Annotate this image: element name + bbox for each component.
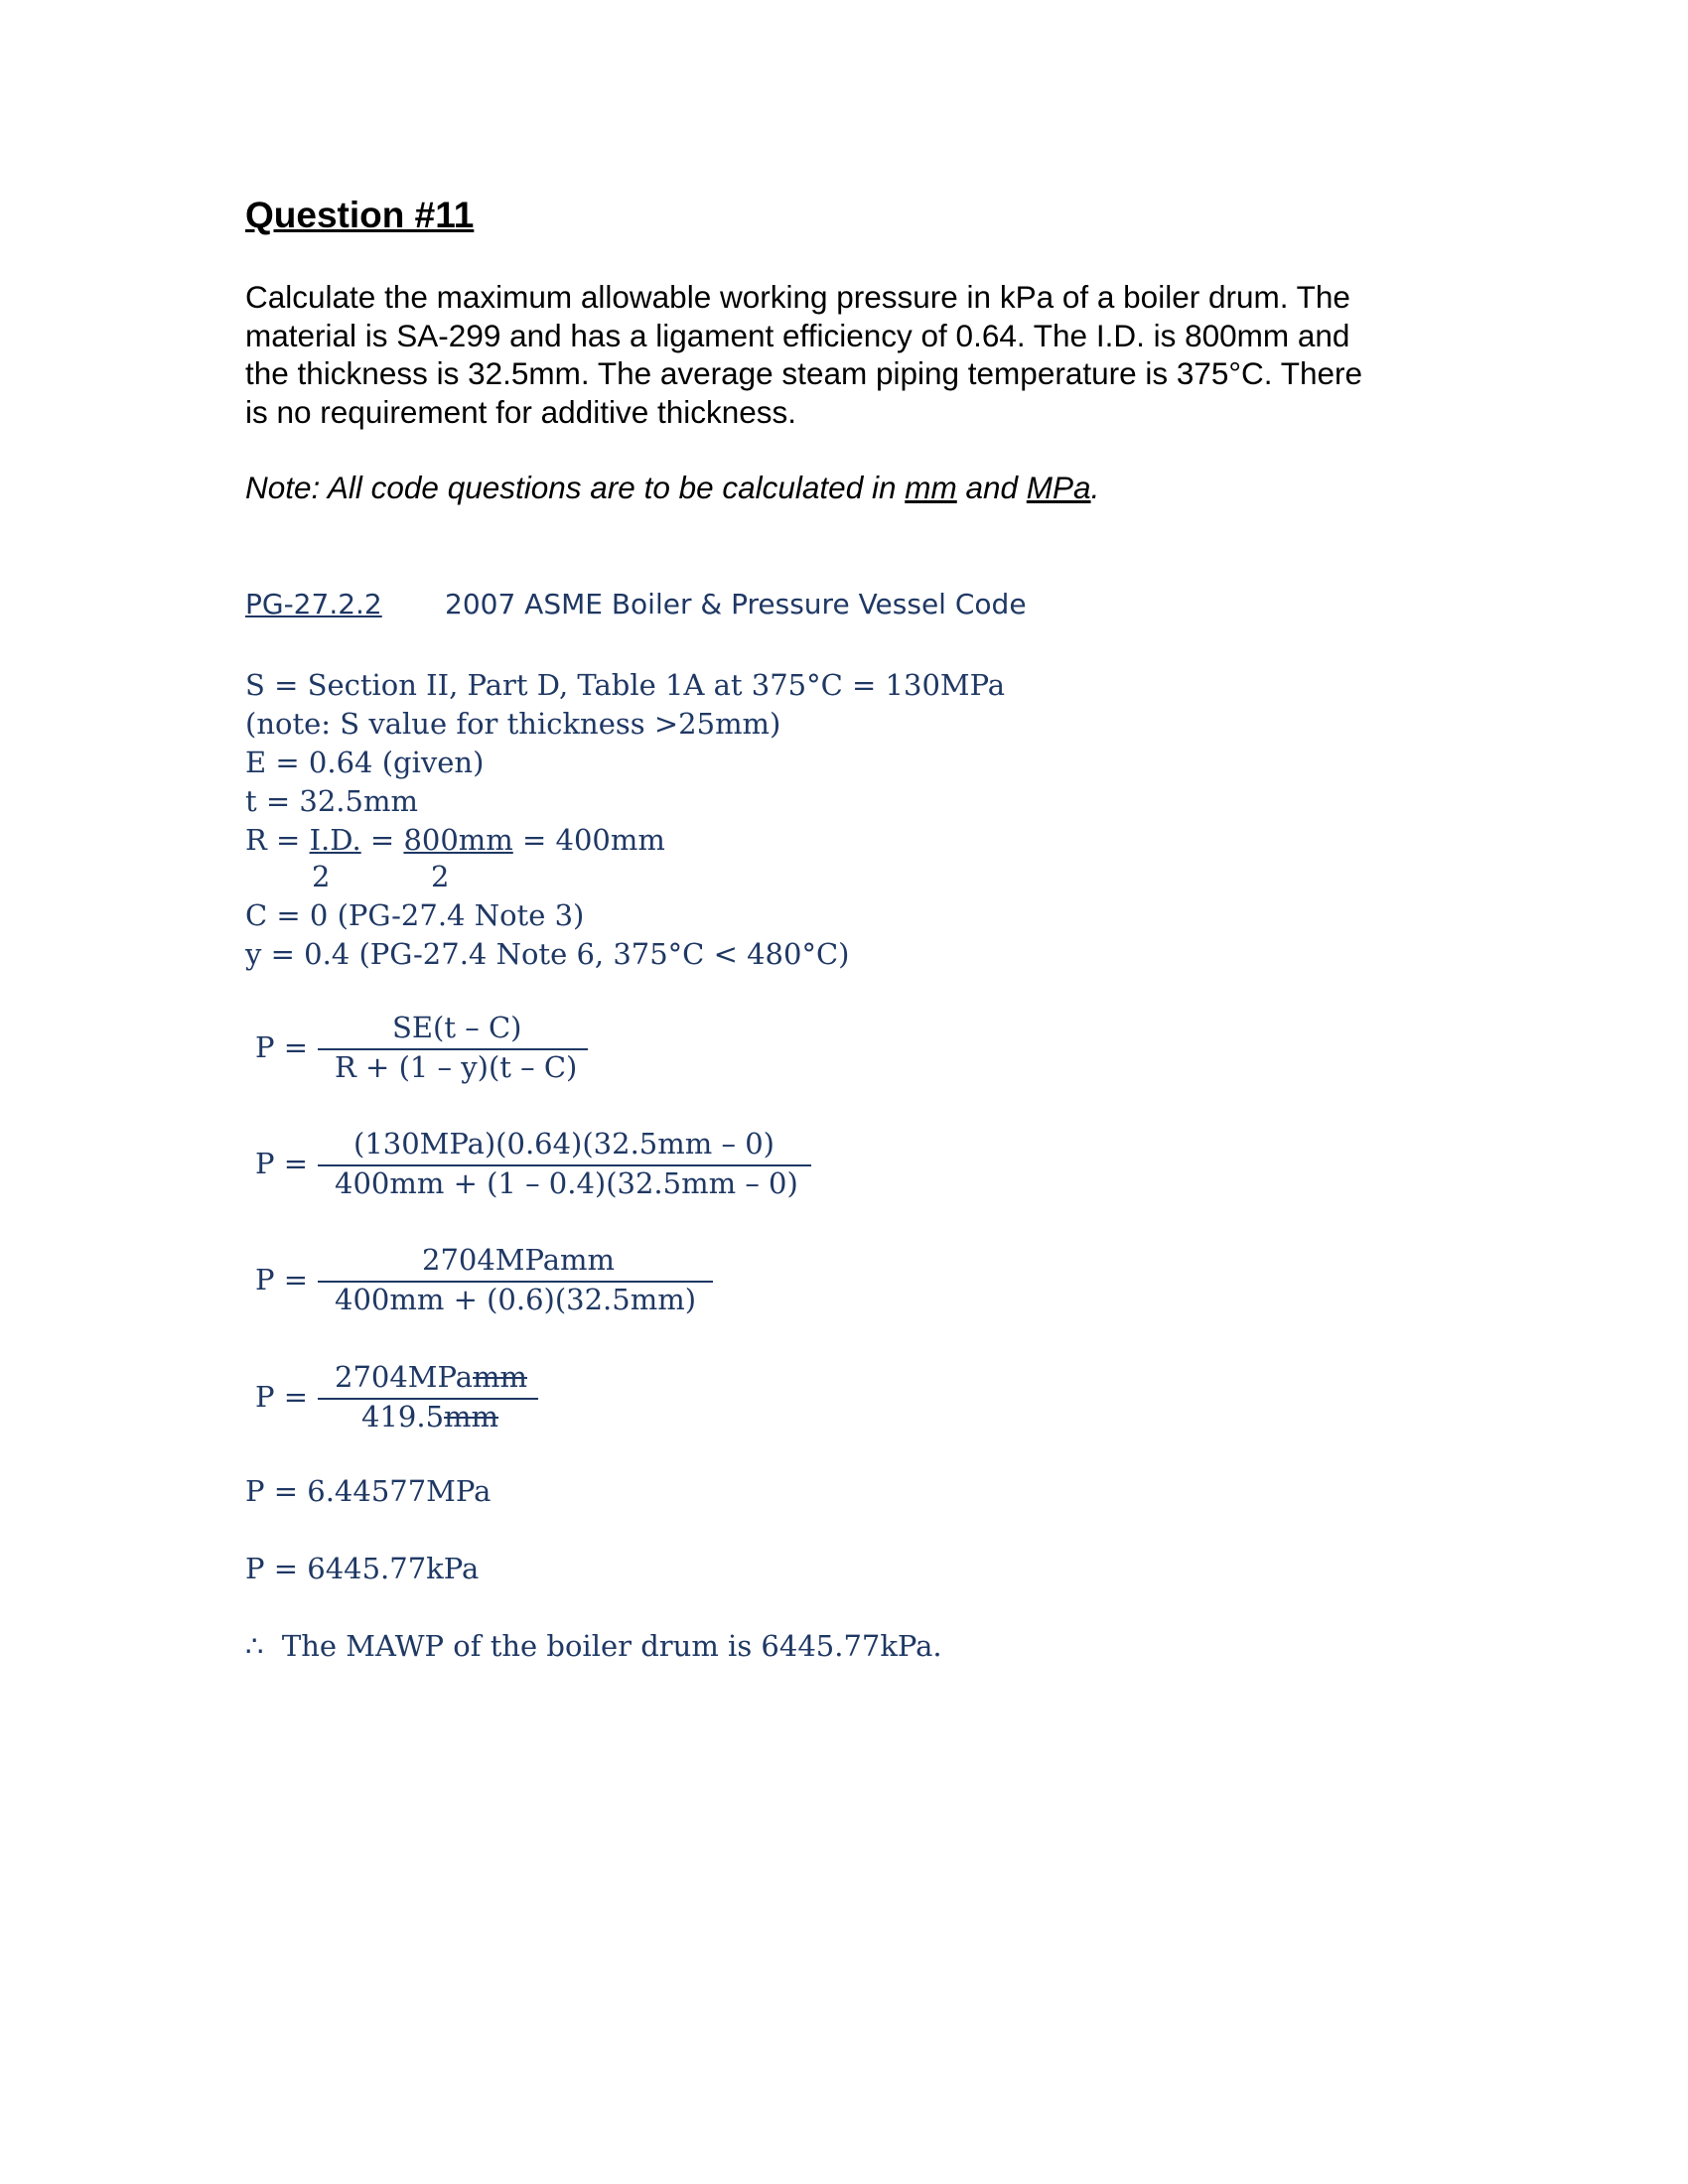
cancelled-unit: mm [473, 1360, 527, 1394]
givens-block-2 [245, 896, 849, 974]
givens-block [245, 666, 1005, 860]
eq1-numerator: SE(t – C) [392, 1011, 522, 1044]
unit-mpa: MPa [1026, 470, 1091, 505]
r-value-line: R = I.D. = 800mm = 400mm [245, 823, 665, 857]
eq1-denominator: R + (1 – y)(t – C) [335, 1050, 578, 1084]
therefore-symbol: ∴ [245, 1629, 264, 1663]
question-title: Question #11 [245, 195, 475, 235]
cancelled-unit: mm [444, 1400, 499, 1433]
result-mpa: P = 6.44577MPa [245, 1474, 492, 1508]
units-note: Note: All code questions are to be calculated in mm and MPa. [245, 470, 1100, 505]
unit-mm: mm [905, 470, 957, 505]
r-denominator-1: 2 [312, 860, 331, 893]
eq2-numerator: (130MPa)(0.64)(32.5mm – 0) [353, 1127, 774, 1160]
p-label: P = [255, 1030, 309, 1064]
eq2-denominator: 400mm + (1 – 0.4)(32.5mm – 0) [335, 1166, 798, 1200]
s-value-note: (note: S value for thickness >25mm) [245, 707, 781, 741]
conclusion-line: ∴ The MAWP of the boiler drum is 6445.77kPa. [245, 1629, 942, 1663]
question-line: material is SA-299 and has a ligament efficiency of 0.64. The I.D. is 800mm and [245, 317, 1350, 353]
r-denominator-2: 2 [431, 860, 450, 893]
eq3-denominator: 400mm + (0.6)(32.5mm) [335, 1283, 697, 1316]
question-line: the thickness is 32.5mm. The average steam piping temperature is 375°C. There [245, 355, 1363, 391]
y-value-line: y = 0.4 (PG-27.4 Note 6, 375°C < 480°C) [245, 937, 850, 971]
question-body [245, 278, 1457, 431]
eq4-numerator: 2704MPamm [335, 1360, 527, 1394]
t-value-line: t = 32.5mm [245, 784, 418, 818]
code-reference-title: 2007 ASME Boiler & Pressure Vessel Code [445, 588, 1027, 620]
s-value-line: S = Section II, Part D, Table 1A at 375°C = 130MPa [245, 668, 1006, 702]
question-line: Calculate the maximum allowable working pressure in kPa of a boiler drum. The [245, 279, 1350, 315]
eq4-denominator: 419.5mm [361, 1400, 499, 1433]
question-line: is no requirement for additive thickness. [245, 393, 797, 430]
p-label: P = [255, 1147, 309, 1180]
p-label: P = [255, 1380, 309, 1414]
code-reference: PG-27.2.2 [245, 588, 382, 620]
p-label: P = [255, 1263, 309, 1297]
eq3-numerator: 2704MPamm [422, 1243, 615, 1277]
result-kpa: P = 6445.77kPa [245, 1552, 480, 1585]
e-value-line: E = 0.64 (given) [245, 746, 485, 779]
c-value-line: C = 0 (PG-27.4 Note 3) [245, 898, 585, 932]
